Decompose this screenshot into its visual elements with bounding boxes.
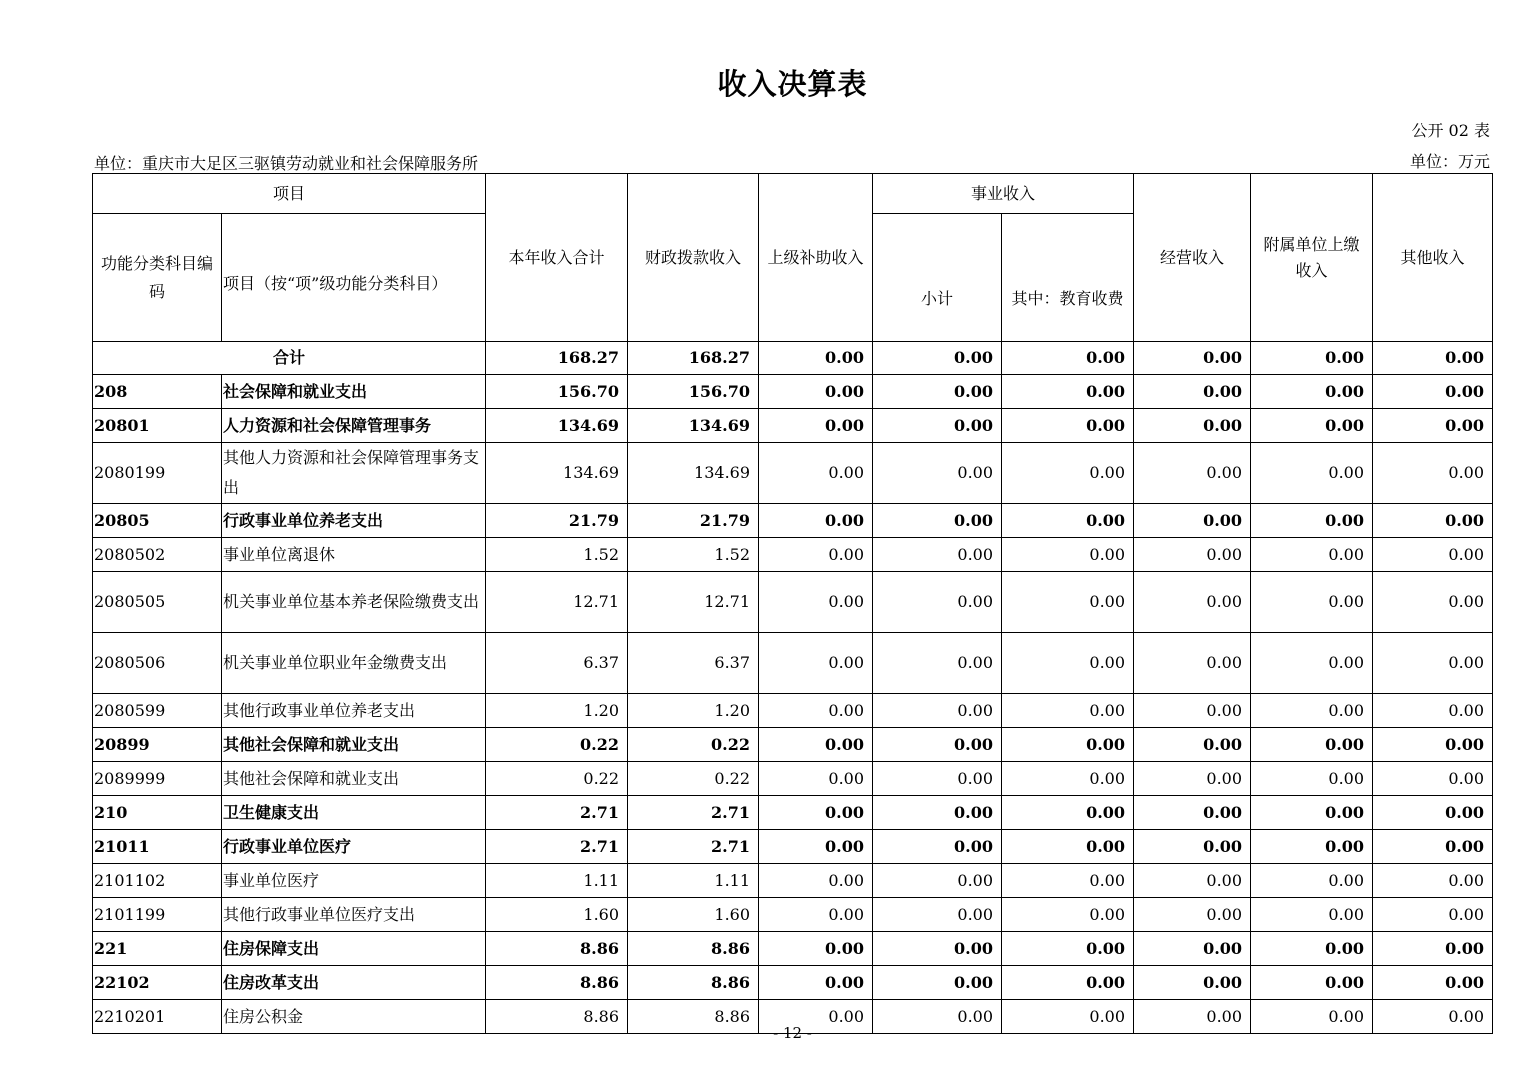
- row-code: 20899: [93, 728, 222, 762]
- total-row: [93, 342, 1493, 375]
- table-row: [93, 504, 1493, 538]
- row-value: 0.00: [1134, 864, 1251, 898]
- row-value: 0.00: [1002, 966, 1134, 1000]
- row-value: 0.00: [1134, 762, 1251, 796]
- row-value: 0.00: [1373, 538, 1493, 572]
- row-value: 0.00: [759, 443, 873, 504]
- total-label: 合计: [93, 342, 486, 375]
- row-name: 事业单位医疗: [222, 864, 486, 898]
- page-title: 收入决算表: [717, 67, 868, 101]
- row-value: 0.00: [759, 898, 873, 932]
- row-value: 1.11: [628, 864, 759, 898]
- row-name: 其他人力资源和社会保障管理事务支出: [222, 443, 486, 504]
- row-value: 0.00: [1134, 572, 1251, 633]
- row-value: 0.00: [1134, 409, 1251, 443]
- row-value: 0.00: [759, 538, 873, 572]
- header-business-group: 事业收入: [873, 174, 1134, 214]
- row-value: 6.37: [486, 633, 628, 694]
- row-value: 0.00: [759, 694, 873, 728]
- row-value: 0.00: [759, 633, 873, 694]
- table-row: [93, 966, 1493, 1000]
- row-value: 0.00: [873, 409, 1002, 443]
- table-row: [93, 762, 1493, 796]
- row-value: 0.00: [1002, 864, 1134, 898]
- row-value: 2.71: [486, 796, 628, 830]
- row-value: 0.00: [1251, 572, 1373, 633]
- row-code: 2080502: [93, 538, 222, 572]
- table-row: [93, 409, 1493, 443]
- row-value: 0.00: [873, 538, 1002, 572]
- row-value: 1.60: [486, 898, 628, 932]
- row-value: 0.00: [1002, 1000, 1134, 1034]
- row-value: 2.71: [486, 830, 628, 864]
- row-value: 21.79: [486, 504, 628, 538]
- row-value: 0.00: [1373, 694, 1493, 728]
- row-value: 0.00: [873, 762, 1002, 796]
- row-value: 0.00: [1002, 898, 1134, 932]
- row-value: 0.00: [1002, 538, 1134, 572]
- row-value: 0.00: [1134, 796, 1251, 830]
- row-value: 1.20: [486, 694, 628, 728]
- income-table: [92, 173, 1493, 1034]
- row-value: 6.37: [628, 633, 759, 694]
- row-name: 机关事业单位职业年金缴费支出: [222, 633, 486, 694]
- row-value: 8.86: [486, 932, 628, 966]
- row-value: 0.00: [1373, 1000, 1493, 1034]
- row-code: 2080599: [93, 694, 222, 728]
- row-code: 2089999: [93, 762, 222, 796]
- row-value: 0.00: [1373, 375, 1493, 409]
- row-value: 0.00: [1134, 504, 1251, 538]
- header-superior: 上级补助收入: [759, 174, 873, 342]
- header-func-code: 功能分类科目编码: [93, 214, 222, 342]
- total-value: 0.00: [873, 342, 1002, 375]
- row-value: 0.00: [759, 1000, 873, 1034]
- row-value: 0.00: [759, 762, 873, 796]
- row-value: 0.00: [873, 504, 1002, 538]
- row-name: 住房保障支出: [222, 932, 486, 966]
- row-value: 8.86: [628, 966, 759, 1000]
- row-value: 0.00: [873, 898, 1002, 932]
- table-row: [93, 538, 1493, 572]
- row-name: 住房改革支出: [222, 966, 486, 1000]
- row-name: 社会保障和就业支出: [222, 375, 486, 409]
- form-number: 公开 02 表: [1411, 121, 1490, 140]
- row-value: 0.00: [873, 932, 1002, 966]
- row-value: 0.00: [1134, 538, 1251, 572]
- row-value: 0.00: [873, 443, 1002, 504]
- row-value: 1.52: [486, 538, 628, 572]
- row-value: 0.00: [1373, 443, 1493, 504]
- row-value: 2.71: [628, 830, 759, 864]
- row-value: 0.00: [1251, 538, 1373, 572]
- row-value: 21.79: [628, 504, 759, 538]
- row-value: 0.00: [1251, 694, 1373, 728]
- row-value: 0.00: [873, 796, 1002, 830]
- row-value: 0.00: [1002, 830, 1134, 864]
- row-value: 134.69: [628, 409, 759, 443]
- row-value: 0.00: [1251, 1000, 1373, 1034]
- row-value: 0.00: [873, 694, 1002, 728]
- row-value: 0.00: [1251, 728, 1373, 762]
- row-value: 0.00: [1251, 864, 1373, 898]
- header-edu-fee: 其中：教育收费: [1002, 214, 1134, 342]
- row-code: 221: [93, 932, 222, 966]
- row-value: 0.00: [1002, 762, 1134, 796]
- row-value: 0.00: [1251, 633, 1373, 694]
- row-value: 134.69: [486, 409, 628, 443]
- row-value: 0.00: [1251, 796, 1373, 830]
- row-value: 1.20: [628, 694, 759, 728]
- table-row: [93, 694, 1493, 728]
- row-value: 0.00: [1134, 932, 1251, 966]
- row-value: 0.00: [759, 796, 873, 830]
- row-code: 2101102: [93, 864, 222, 898]
- row-value: 0.00: [759, 409, 873, 443]
- row-name: 机关事业单位基本养老保险缴费支出: [222, 572, 486, 633]
- total-value: 0.00: [759, 342, 873, 375]
- row-value: 0.00: [1373, 830, 1493, 864]
- row-value: 0.00: [759, 504, 873, 538]
- row-value: 0.00: [1251, 966, 1373, 1000]
- table-row: [93, 796, 1493, 830]
- row-value: 0.00: [1134, 728, 1251, 762]
- row-value: 1.11: [486, 864, 628, 898]
- header-item-name: 项目（按“项”级功能分类科目）: [222, 214, 486, 342]
- row-value: 0.00: [1373, 966, 1493, 1000]
- row-value: 0.00: [1373, 572, 1493, 633]
- row-value: 12.71: [486, 572, 628, 633]
- row-value: 0.00: [1002, 375, 1134, 409]
- row-code: 21011: [93, 830, 222, 864]
- row-value: 0.00: [1002, 572, 1134, 633]
- row-value: 0.00: [1373, 504, 1493, 538]
- row-value: 0.00: [1373, 864, 1493, 898]
- row-value: 0.00: [1134, 830, 1251, 864]
- row-value: 134.69: [486, 443, 628, 504]
- row-value: 0.00: [1134, 966, 1251, 1000]
- row-value: 0.00: [873, 375, 1002, 409]
- header-total-income: 本年收入合计: [486, 174, 628, 342]
- row-value: 0.00: [1251, 375, 1373, 409]
- row-value: 0.00: [1002, 932, 1134, 966]
- row-name: 行政事业单位医疗: [222, 830, 486, 864]
- row-value: 0.00: [1002, 633, 1134, 694]
- table-row: [93, 932, 1493, 966]
- row-value: 0.00: [873, 728, 1002, 762]
- row-name: 其他社会保障和就业支出: [222, 728, 486, 762]
- row-value: 0.00: [1373, 728, 1493, 762]
- row-value: 0.00: [873, 633, 1002, 694]
- row-value: 134.69: [628, 443, 759, 504]
- row-name: 行政事业单位养老支出: [222, 504, 486, 538]
- row-value: 0.22: [628, 762, 759, 796]
- row-value: 0.00: [1002, 409, 1134, 443]
- row-value: 0.00: [1373, 898, 1493, 932]
- row-code: 2210201: [93, 1000, 222, 1034]
- row-value: 0.00: [1373, 633, 1493, 694]
- row-value: 156.70: [486, 375, 628, 409]
- table-row: [93, 375, 1493, 409]
- row-value: 0.22: [486, 728, 628, 762]
- row-value: 0.22: [628, 728, 759, 762]
- header-affiliated: 附属单位上缴收入: [1251, 174, 1373, 342]
- row-code: 2101199: [93, 898, 222, 932]
- row-value: 0.00: [873, 1000, 1002, 1034]
- row-value: 0.00: [1134, 898, 1251, 932]
- row-value: 0.00: [1134, 1000, 1251, 1034]
- row-code: 20805: [93, 504, 222, 538]
- row-value: 0.00: [759, 728, 873, 762]
- row-code: 2080506: [93, 633, 222, 694]
- row-code: 208: [93, 375, 222, 409]
- row-value: 0.00: [759, 932, 873, 966]
- total-value: 0.00: [1134, 342, 1251, 375]
- row-value: 0.00: [1002, 796, 1134, 830]
- row-value: 0.00: [1251, 898, 1373, 932]
- row-value: 0.00: [1134, 633, 1251, 694]
- row-name: 住房公积金: [222, 1000, 486, 1034]
- row-value: 0.00: [759, 966, 873, 1000]
- row-value: 0.00: [1002, 728, 1134, 762]
- row-value: 2.71: [628, 796, 759, 830]
- row-value: 12.71: [628, 572, 759, 633]
- row-name: 其他行政事业单位医疗支出: [222, 898, 486, 932]
- table-row: [93, 572, 1493, 633]
- row-value: 0.00: [1251, 830, 1373, 864]
- row-value: 0.00: [1373, 409, 1493, 443]
- row-code: 210: [93, 796, 222, 830]
- row-value: 0.00: [1002, 504, 1134, 538]
- row-value: 0.00: [873, 572, 1002, 633]
- row-value: 8.86: [628, 1000, 759, 1034]
- header-subtotal: 小计: [873, 214, 1002, 342]
- row-value: 1.52: [628, 538, 759, 572]
- row-name: 人力资源和社会保障管理事务: [222, 409, 486, 443]
- total-value: 0.00: [1251, 342, 1373, 375]
- total-value: 0.00: [1002, 342, 1134, 375]
- row-value: 0.00: [1134, 375, 1251, 409]
- row-value: 0.00: [1373, 932, 1493, 966]
- row-value: 0.00: [1134, 694, 1251, 728]
- row-value: 8.86: [486, 966, 628, 1000]
- row-value: 0.00: [759, 572, 873, 633]
- row-value: 8.86: [486, 1000, 628, 1034]
- unit-organization: 单位：重庆市大足区三驱镇劳动就业和社会保障服务所: [94, 154, 479, 173]
- row-value: 0.00: [1373, 762, 1493, 796]
- row-value: 0.00: [873, 966, 1002, 1000]
- header-operating: 经营收入: [1134, 174, 1251, 342]
- row-value: 0.00: [759, 830, 873, 864]
- table-row: [93, 898, 1493, 932]
- table-row: [93, 633, 1493, 694]
- header-other: 其他收入: [1373, 174, 1493, 342]
- row-value: 0.00: [1002, 694, 1134, 728]
- table-body: [93, 342, 1493, 1034]
- row-value: 0.00: [1251, 762, 1373, 796]
- total-value: 168.27: [486, 342, 628, 375]
- row-value: 0.00: [1251, 932, 1373, 966]
- row-value: 0.00: [1373, 796, 1493, 830]
- row-value: 0.00: [1134, 443, 1251, 504]
- row-value: 0.00: [759, 864, 873, 898]
- row-code: 2080199: [93, 443, 222, 504]
- row-value: 0.00: [873, 864, 1002, 898]
- row-value: 1.60: [628, 898, 759, 932]
- header-fiscal: 财政拨款收入: [628, 174, 759, 342]
- row-value: 156.70: [628, 375, 759, 409]
- row-value: 8.86: [628, 932, 759, 966]
- row-value: 0.00: [1251, 409, 1373, 443]
- unit-currency: 单位：万元: [1409, 152, 1490, 171]
- row-name: 事业单位离退休: [222, 538, 486, 572]
- row-code: 2080505: [93, 572, 222, 633]
- row-name: 卫生健康支出: [222, 796, 486, 830]
- row-value: 0.00: [1251, 504, 1373, 538]
- row-value: 0.00: [759, 375, 873, 409]
- table-row: [93, 830, 1493, 864]
- header-project: 项目: [93, 174, 486, 214]
- row-name: 其他行政事业单位养老支出: [222, 694, 486, 728]
- row-value: 0.00: [1002, 443, 1134, 504]
- row-name: 其他社会保障和就业支出: [222, 762, 486, 796]
- table-row: [93, 443, 1493, 504]
- row-value: 0.00: [1251, 443, 1373, 504]
- table-row: [93, 864, 1493, 898]
- row-code: 22102: [93, 966, 222, 1000]
- total-value: 0.00: [1373, 342, 1493, 375]
- row-code: 20801: [93, 409, 222, 443]
- table-row: [93, 728, 1493, 762]
- page-number: - 12 -: [773, 1024, 812, 1042]
- row-value: 0.00: [873, 830, 1002, 864]
- row-value: 0.22: [486, 762, 628, 796]
- total-value: 168.27: [628, 342, 759, 375]
